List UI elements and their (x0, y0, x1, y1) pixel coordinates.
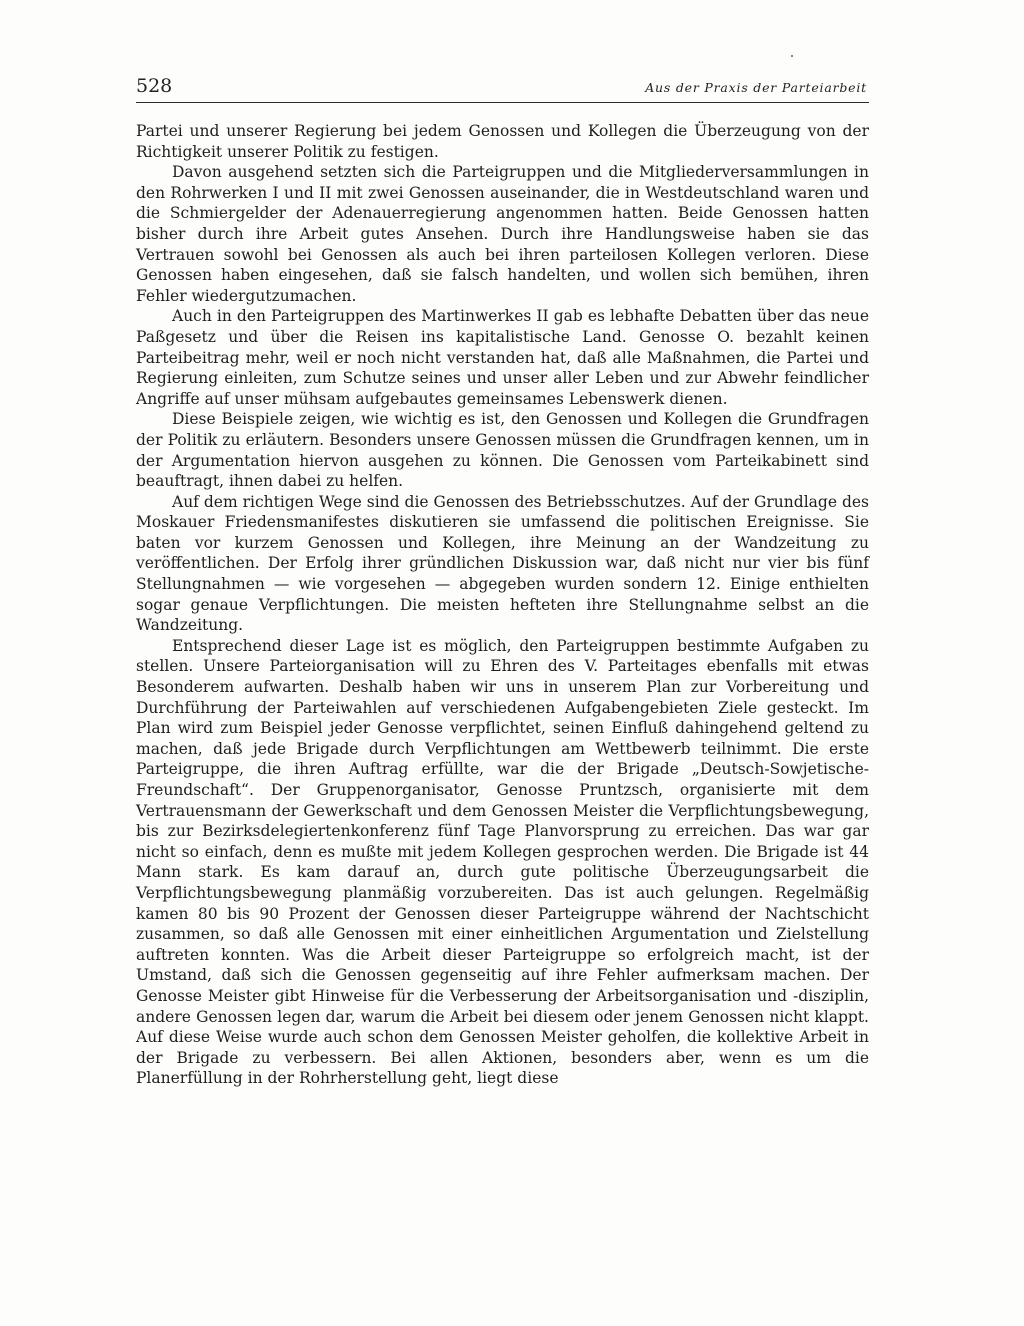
running-title: Aus der Praxis der Parteiarbeit (645, 80, 867, 95)
page-number: 528 (136, 75, 173, 97)
paragraph: Partei und unserer Regierung bei jedem Genossen und Kollegen die Überzeugung von der Richtigkeit unserer Politik zu festigen. (136, 122, 869, 161)
print-speck (791, 55, 793, 57)
page-header (136, 74, 869, 103)
paragraph: Auch in den Parteigruppen des Martinwerkes II gab es lebhafte Debatten über das neue Paßgesetz und über die Reisen ins kapitalistische Land. Genosse O. bezahlt keinen Parteibeitrag mehr, weil er noch nicht verstanden hat, daß alle Maßnahmen, die Partei und Regierung einleiten, zum Schutze seines und unser aller Leben und zur Abwehr feindlicher Angriffe auf unser mühsam aufgebautes gemeinsames Lebenswerk dienen. (136, 307, 869, 408)
body-text (136, 121, 869, 1089)
paragraph: Auf dem richtigen Wege sind die Genossen des Betriebsschutzes. Auf der Grundlage des Moskauer Friedensmanifestes diskutieren sie umfassend die politischen Ereignisse. Sie baten vor kurzem Genossen und Kollegen, ihre Meinung an der Wandzeitung zu veröffentlichen. Der Erfolg ihrer gründlichen Diskussion war, daß nicht nur vier bis fünf Stellungnahmen — wie vorgesehen — abgegeben wurden sondern 12. Einige enthielten sogar genaue Verpflichtungen. Die meisten hefteten ihre Stellungnahme selbst an die Wandzeitung. (136, 492, 869, 635)
paragraph: Davon ausgehend setzten sich die Parteigruppen und die Mitgliederversammlungen in den Rohrwerken I und II mit zwei Genossen auseinander, die in Westdeutschland waren und die Schmiergelder der Adenauerregierung angenommen hatten. Beide Genossen hatten bisher durch ihre Arbeit gutes Ansehen. Durch ihre Handlungsweise haben sie das Vertrauen sowohl bei Genossen als auch bei ihren parteilosen Kollegen verloren. Diese Genossen haben eingesehen, daß sie falsch handelten, und wollen sich bemühen, ihren Fehler wiedergutzumachen. (136, 163, 869, 305)
paragraph: Diese Beispiele zeigen, wie wichtig es ist, den Genossen und Kollegen die Grundfragen der Politik zu erläutern. Besonders unsere Genossen müssen die Grundfragen kennen, um in der Argumentation hiervon ausgehen zu können. Die Genossen vom Parteikabinett sind beauftragt, ihnen dabei zu helfen. (136, 410, 869, 491)
paragraph: Entsprechend dieser Lage ist es möglich, den Parteigruppen bestimmte Aufgaben zu stellen. Unsere Parteiorganisation will zu Ehren des V. Parteitages ebenfalls mit etwas Besonderem aufwarten. Deshalb haben wir uns in unserem Plan zur Vorbereitung und Durchführung der Parteiwahlen auf verschiedenen Aufgabengebieten Ziele gesteckt. Im Plan wird zum Beispiel jeder Genosse verpflichtet, seinen Einfluß dahingehend geltend zu machen, daß jede Brigade durch Verpflichtungen am Wettbewerb teilnimmt. Die erste Parteigruppe, die ihren Auftrag erfüllte, war die der Brigade „Deutsch-Sowjetische-Freundschaft“. Der Gruppenorganisator, Genosse Pruntzsch, organisierte mit dem Vertrauensmann der Gewerkschaft und dem Genossen Meister die Verpflichtungsbewegung, bis zur Bezirksdelegiertenkonferenz fünf Tage Planvorsprung zu erreichen. Das war gar nicht so einfach, denn es mußte mit jedem Kollegen gesprochen werden. Die Brigade ist 44 Mann stark. Es kam darauf an, durch gute politische Überzeugungsarbeit die Verpflichtungsbewegung planmäßig vorzubereiten. Das ist auch gelungen. Regelmäßig kamen 80 bis 90 Prozent der Genossen dieser Parteigruppe während der Nachtschicht zusammen, so daß alle Genossen mit einer einheitlichen Argumentation und Zielstellung auftreten konnten. Was die Arbeit dieser Parteigruppe so erfolgreich macht, ist der Umstand, daß sich die Genossen gegenseitig auf ihre Fehler aufmerksam machen. Der Genosse Meister gibt Hinweise für die Verbesserung der Arbeitsorganisation und -disziplin, andere Genossen legen dar, warum die Arbeit bei diesem oder jenem Genossen nicht klappt. Auf diese Weise wurde auch schon dem Genossen Meister geholfen, die kollektive Arbeit in der Brigade zu verbessern. Bei allen Aktionen, besonders aber, wenn es um die Planerfüllung in der Rohrherstellung geht, liegt diese (136, 636, 869, 1088)
